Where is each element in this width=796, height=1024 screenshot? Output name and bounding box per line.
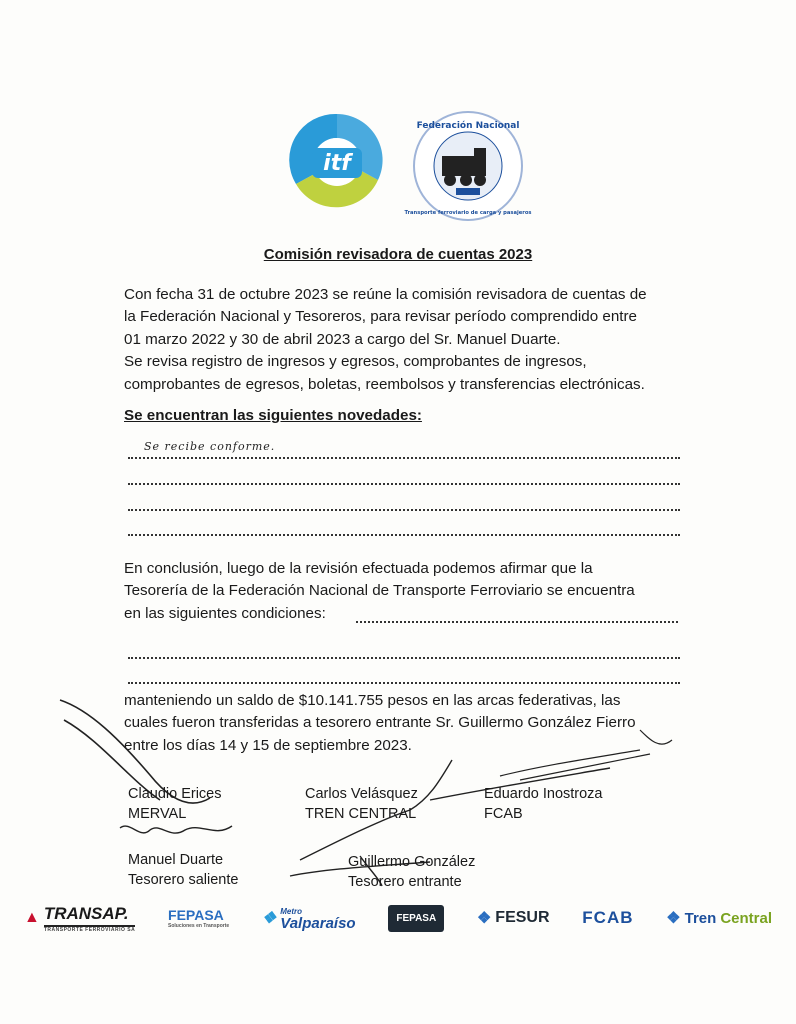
text-line: cuales fueron transferidas a tesorero entrante Sr. Guillermo González Fierro	[124, 714, 636, 732]
federacion-logo-bottom-text: Transporte ferroviario de carga y pasajeros	[404, 210, 532, 216]
novedades-heading: Se encuentran las siguientes novedades:	[124, 407, 422, 424]
dotted-line	[128, 482, 680, 485]
fepasa-box-logo	[388, 905, 444, 932]
signatory-role: Tesorero entrante	[348, 874, 462, 890]
signatory-carlos	[305, 784, 418, 824]
federacion-logo-top-text: Federación Nacional	[416, 121, 520, 131]
fepasa-logo-subtext: Soluciones en Transporte	[168, 923, 230, 929]
signatory-role: TREN CENTRAL	[305, 806, 417, 822]
federacion-logo	[404, 110, 532, 222]
itf-logo	[290, 110, 384, 214]
fepasa-logo-text: FEPASA	[168, 907, 224, 923]
tren-central-logo	[666, 908, 772, 928]
transap-logo-text: TRANSAP.	[44, 904, 135, 927]
text-line: 01 marzo 2022 y 30 de abril 2023 a cargo del Sr. Manuel Duarte.	[124, 330, 561, 348]
fcab-logo-text: FCAB	[582, 908, 634, 927]
text-line: comprobantes de egresos, boletas, reembolsos y transferencias electrónicas.	[124, 375, 645, 393]
transap-mark-icon: ▲	[24, 909, 40, 926]
signatory-role: FCAB	[484, 806, 523, 822]
signatory-guillermo	[348, 852, 475, 892]
central-logo-text: Central	[720, 909, 772, 927]
text-line: Con fecha 31 de octubre 2023 se reúne la comisión revisadora de cuentas de	[124, 286, 647, 303]
text-line: manteniendo un saldo de $10.141.755 pesos en las arcas federativas, las	[124, 692, 621, 709]
balance-paragraph	[124, 690, 694, 757]
signatory-claudio	[128, 784, 222, 824]
dotted-line	[128, 456, 680, 459]
conclusion-paragraph	[124, 558, 694, 625]
tren-central-mark-icon: ❖	[666, 910, 681, 927]
signatory-name: Carlos Velásquez	[305, 786, 418, 802]
fepasa-logo	[168, 907, 229, 929]
fesur-logo-text: FESUR	[495, 909, 550, 926]
dotted-line	[128, 681, 680, 684]
dotted-line	[128, 533, 680, 536]
signatory-name: Manuel Duarte	[128, 852, 224, 868]
fesur-mark-icon: ❖	[476, 910, 492, 927]
valparaiso-logo-text: Valparaíso	[280, 915, 356, 932]
document-title: Comisión revisadora de cuentas 2023	[263, 246, 533, 263]
dotted-line	[128, 656, 680, 659]
metro-mark-icon: ❖	[261, 910, 277, 927]
intro-paragraph	[124, 284, 694, 396]
transap-logo	[24, 904, 135, 933]
text-line: Tesorería de la Federación Nacional de Transporte Ferroviario se encuentra	[124, 582, 635, 600]
signatory-name: Claudio Erices	[128, 786, 222, 802]
text-line: la Federación Nacional y Tesoreros, para revisar período comprendido entre	[124, 308, 637, 326]
dotted-line	[356, 620, 678, 623]
transap-logo-subtext: TRANSPORTE FERROVIARIO SA	[43, 926, 136, 933]
signatory-name: Guillermo González	[348, 854, 476, 870]
footer-logos	[24, 896, 772, 940]
metro-valparaiso-logo	[262, 906, 356, 930]
text-line: Se revisa registro de ingresos y egresos, comprobantes de ingresos,	[124, 353, 587, 371]
dotted-line	[128, 508, 680, 511]
signatory-eduardo	[484, 784, 603, 824]
fcab-logo	[582, 908, 633, 928]
itf-logo-text: itf	[323, 151, 351, 176]
signatory-role: MERVAL	[128, 806, 187, 822]
signatory-manuel	[128, 850, 238, 890]
metro-logo-text: Metro	[280, 907, 303, 916]
text-line: en las siguientes condiciones:	[124, 604, 326, 622]
signatory-role: Tesorero saliente	[128, 872, 239, 888]
fesur-logo	[477, 908, 550, 928]
fepasa-box-logo-text: FEPASA	[396, 912, 437, 924]
handwritten-note: Se recibe conforme.	[144, 440, 276, 453]
tren-logo-text: Tren	[684, 909, 717, 927]
text-line: En conclusión, luego de la revisión efectuada podemos afirmar que la	[124, 560, 593, 577]
signatory-name: Eduardo Inostroza	[484, 786, 603, 802]
text-line: entre los días 14 y 15 de septiembre 2023.	[124, 736, 412, 754]
